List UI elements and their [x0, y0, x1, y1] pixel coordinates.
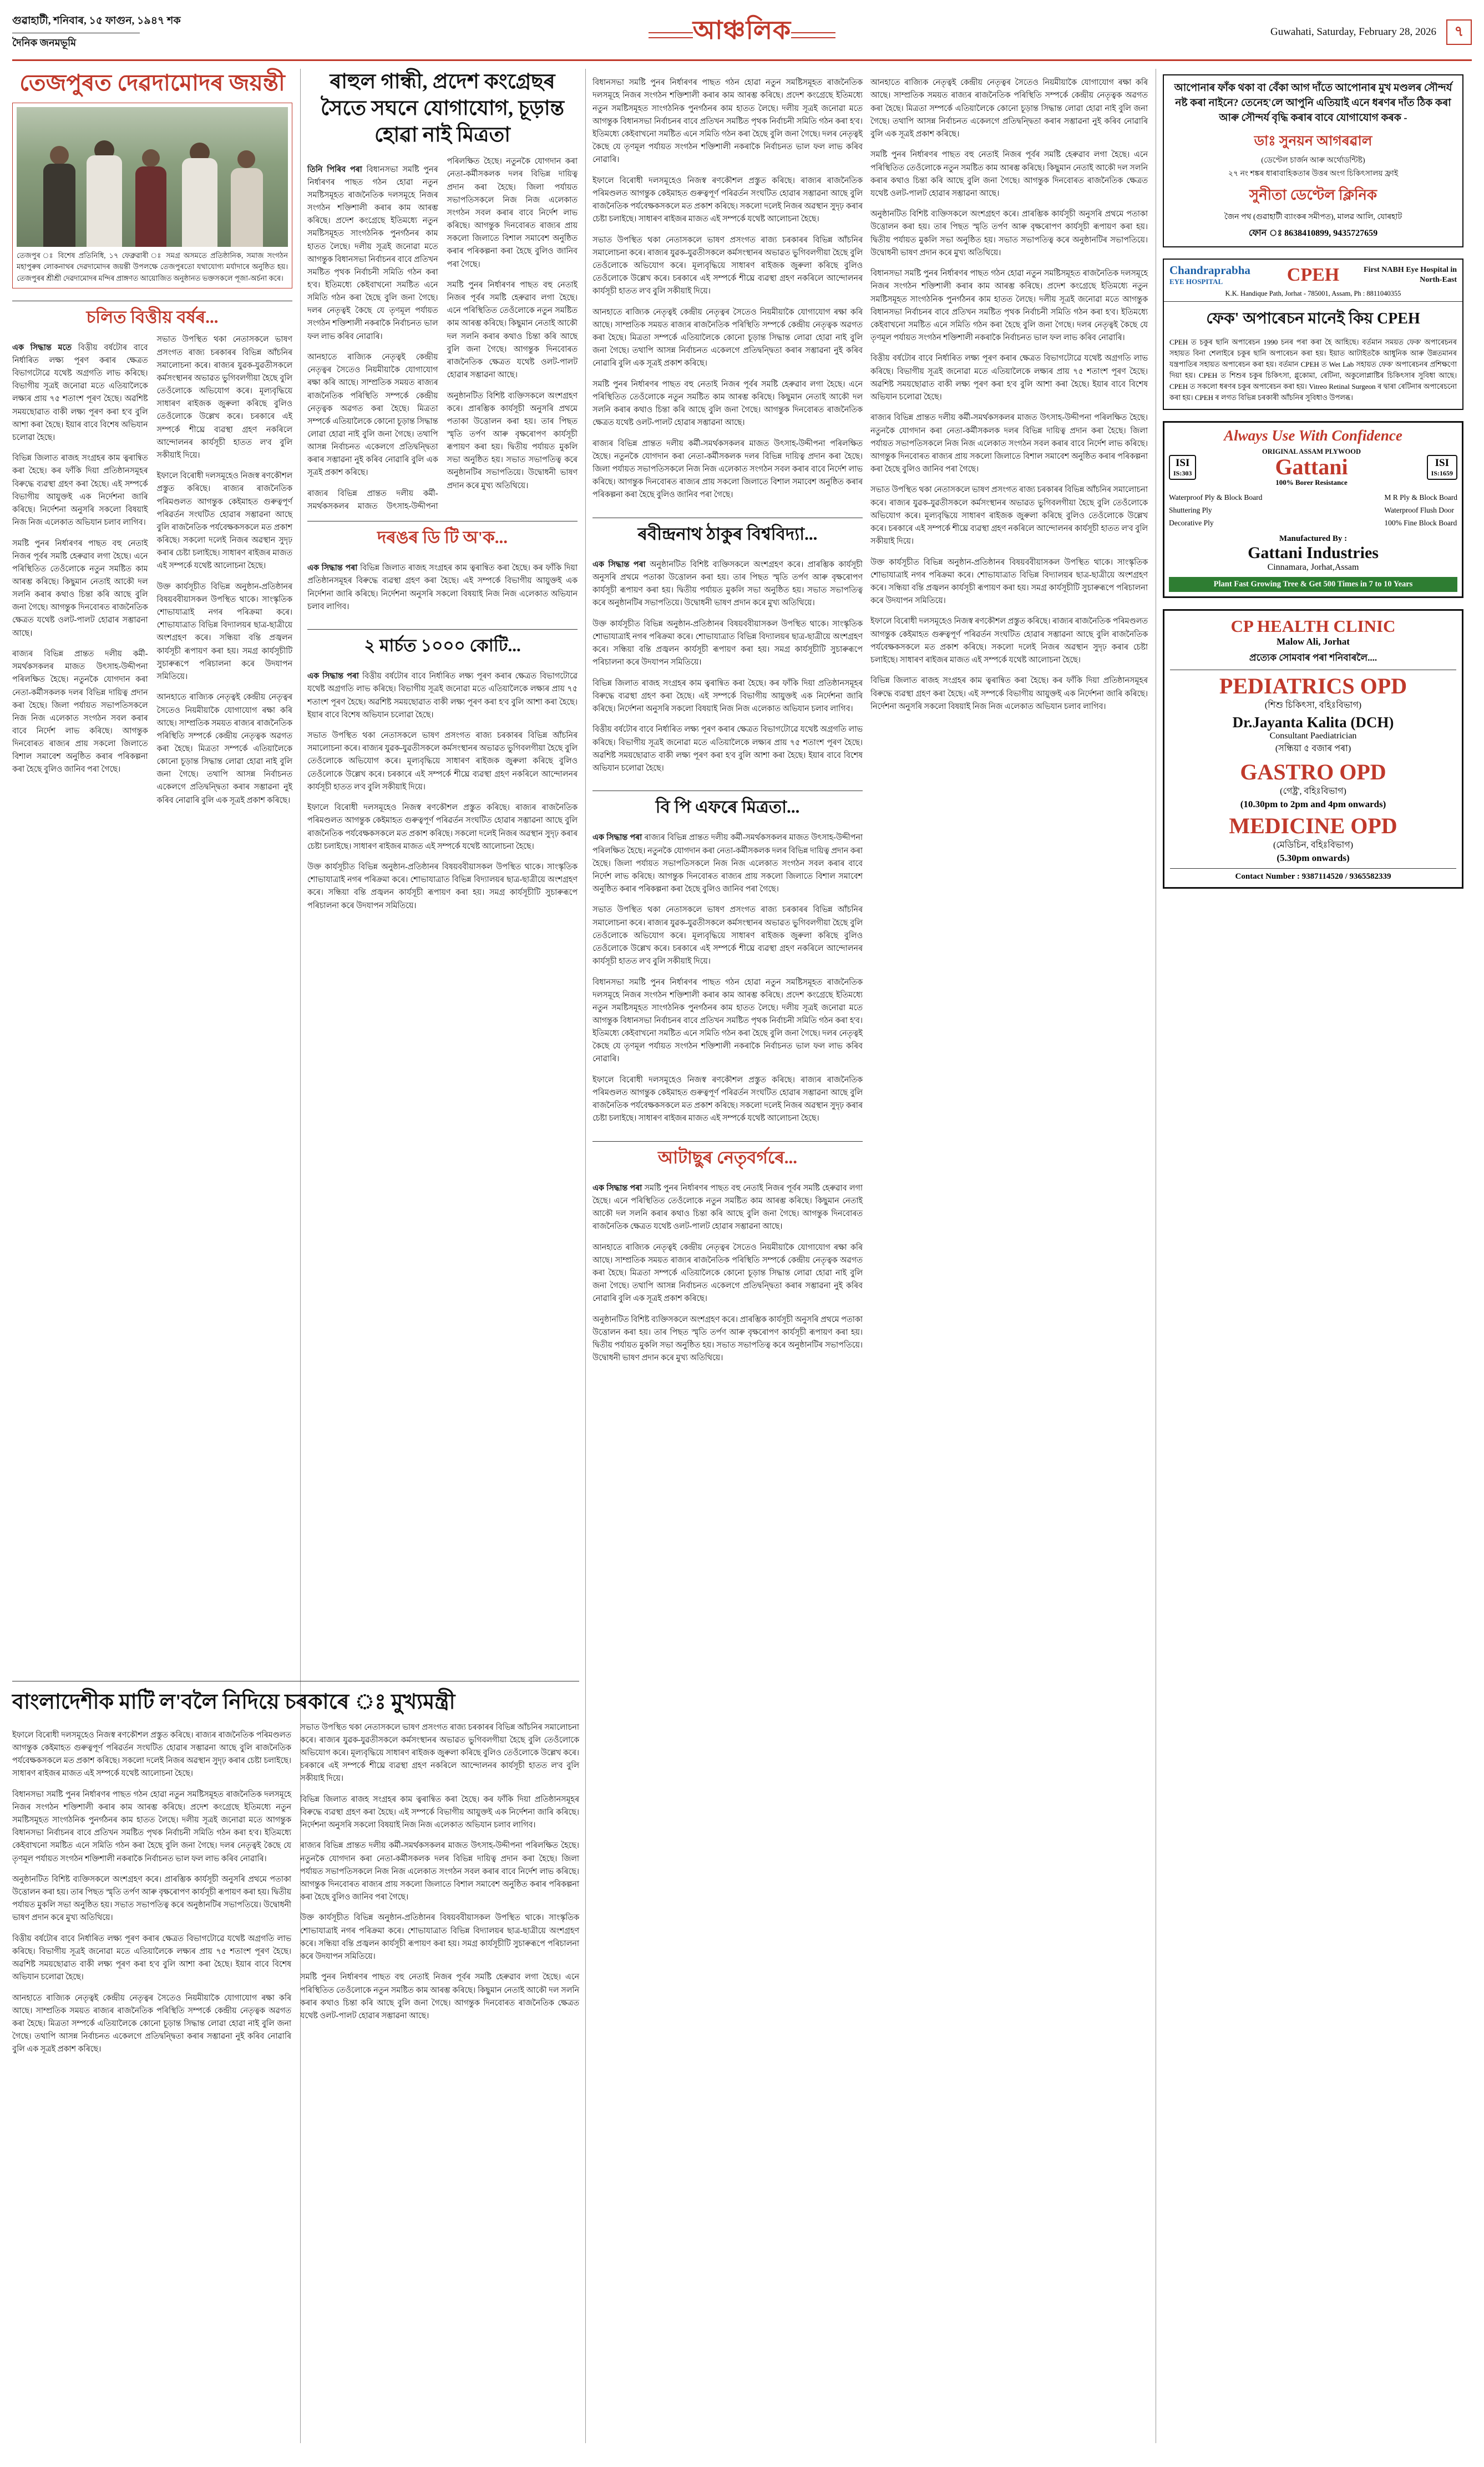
- col1-story2-lead: এক সিদ্ধান্ত মতে: [12, 343, 72, 352]
- para: ইফালে বিৰোধী দলসমূহেও নিজস্ব ৰণকৌশল প্ৰস্তুত কৰিছে। ৰাজ্যৰ ৰাজনৈতিক পৰিমণ্ডলত আগন্তুক কেইমাহত গুৰুত্বপূৰ্ণ পৰিৱৰ্তন সংঘটিত হোৱাৰ সম্ভাৱনা আছে বুলি ৰাজনৈতিক পৰ্যবেক্ষকসকলে মত প্ৰকাশ কৰিছে। সকলো দলেই নিজৰ অৱস্থান সুদৃঢ় কৰাৰ চেষ্টা চলাইছে। সাধাৰণ ৰাইজৰ মাজত এই সম্পৰ্কে যথেষ্ট আলোচনা হৈছে।: [592, 176, 863, 224]
- isi-mark-right: ISI IS:1659: [1427, 455, 1457, 480]
- masthead-date-assamese: গুৱাহাটী, শনিবাৰ, ১৫ ফাগুন, ১৯৪৭ শক: [12, 15, 181, 27]
- para: সভাত উপস্থিত থকা নেতাসকলে ভাষণ প্ৰসংগত ৰাজ্য চৰকাৰৰ বিভিন্ন আঁচনিৰ সমালোচনা কৰে। ৰাজ্যৰ যুৱক-যুৱতীসকলে কৰ্মসংস্থানৰ অভাৱত ভুগিবলগীয়া হৈছে বুলি তেওঁলোকে অভিযোগ কৰে। মূল্যবৃদ্ধিয়ে সাধাৰণ ৰাইজক জুৰুলা কৰিছে বুলিও তেওঁলোকে উল্লেখ কৰে। চৰকাৰে এই সম্পৰ্কে শীঘ্ৰে ব্যৱস্থা গ্ৰহণ নকৰিলে আন্দোলনৰ কাৰ্যসূচী হাতত ল'ব বুলি সকীয়াই দিয়ে।: [300, 1723, 579, 1784]
- para: সমষ্টি পুনৰ নিৰ্ধাৰণৰ পাছত বহু নেতাই নিজৰ পূৰ্বৰ সমষ্টি হেৰুৱাব লগা হৈছে। এনে পৰিস্থিতিত তেওঁলোকে নতুন সমষ্টিত কাম আৰম্ভ কৰিছে। কিছুমান নেতাই আকৌ দল সলনি কৰাৰ কথাও চিন্তা কৰি আছে বুলি জনা গৈছে। আগন্তুক দিনবোৰত ৰাজনৈতিক ক্ষেত্ৰত যথেষ্ট ওলট-পালট হোৱাৰ সম্ভাৱনা আছে।: [447, 280, 578, 380]
- para: সমষ্টি পুনৰ নিৰ্ধাৰণৰ পাছত বহু নেতাই নিজৰ পূৰ্বৰ সমষ্টি হেৰুৱাব লগা হৈছে। এনে পৰিস্থিতিত তেওঁলোকে নতুন সমষ্টিত কাম আৰম্ভ কৰিছে। কিছুমান নেতাই আকৌ দল সলনি কৰাৰ কথাও চিন্তা কৰি আছে বুলি জনা গৈছে। আগন্তুক দিনবোৰত ৰাজনৈতিক ক্ষেত্ৰত যথেষ্ট ওলট-পালট হোৱাৰ সম্ভাৱনা আছে।: [300, 1973, 579, 2020]
- col1-headline: তেজপুৰত দেৱদামোদৰ জয়ন্তী: [19, 70, 285, 95]
- para: অনুষ্ঠানটিত বিশিষ্ট ব্যক্তিসকলে অংশগ্ৰহণ কৰে। প্ৰাৰম্ভিক কাৰ্যসূচী অনুসৰি প্ৰথমে পতাকা উত্তোলন কৰা হয়। তাৰ পিছত স্মৃতি তৰ্পণ আৰু বৃক্ষৰোপণ কাৰ্যসূচী ৰূপায়ণ কৰা হয়। দ্বিতীয় পৰ্যায়ত মুকলি সভা অনুষ্ঠিত হয়। সভাত সভাপতিত্ব কৰে অনুষ্ঠানটিৰ সভাপতিয়ে। উদ্বোধনী ভাষণ প্ৰদান কৰে মুখ্য অতিথিয়ে।: [870, 210, 1148, 257]
- ad-clinic-dept-2-time: (10.30pm to 2pm and 4pm onwards): [1240, 799, 1386, 810]
- ad-eye-logo-sub: EYE HOSPITAL: [1169, 277, 1223, 286]
- ad-clinic-dept-3-time: (5.30pm onwards): [1277, 853, 1350, 864]
- para: উক্ত কাৰ্যসূচীত বিভিন্ন অনুষ্ঠান-প্ৰতিষ্ঠানৰ বিষয়ববীয়াসকল উপস্থিত থাকে। সাংস্কৃতিক শোভাযাত্ৰাই নগৰ পৰিক্ৰমা কৰে। শোভাযাত্ৰাত বিভিন্ন বিদ্যালয়ৰ ছাত্ৰ-ছাত্ৰীয়ে অংশগ্ৰহণ কৰে। সন্ধিয়া বন্তি প্ৰজ্বলন কাৰ্যসূচী ৰূপায়ণ কৰা হয়। সমগ্ৰ কাৰ্যসূচীটি সুচাৰুৰূপে পৰিচালনা কৰে উদযাপন সমিতিয়ে।: [307, 863, 578, 910]
- para: বিভিন্ন জিলাত ৰাজহ সংগ্ৰহৰ কাম ত্বৰান্বিত কৰা হৈছে। কৰ ফাঁকি দিয়া প্ৰতিষ্ঠানসমূহৰ বিৰুদ্ধে ব্যৱস্থা গ্ৰহণ কৰা হৈছে। এই সম্পৰ্কে বিভাগীয় আয়ুক্তই এক নিৰ্দেশনা জাৰি কৰিছে। নিৰ্দেশনা অনুসৰি সকলো বিষয়াই নিজ নিজ এলেকাত অভিযান চলাব লাগিব।: [592, 678, 863, 713]
- column-5-ads: [1156, 69, 1463, 2443]
- ad-clinic-dept-2: GASTRO OPD: [1240, 759, 1386, 785]
- masthead: [12, 10, 1472, 61]
- para: ৰাজ্যৰ বিভিন্ন প্ৰান্তত দলীয় কৰ্মী-সমৰ্থকসকলৰ মাজত উৎসাহ-উদ্দীপনা পৰিলক্ষিত হৈছে। নতুনকৈ যোগদান কৰা নেতা-কৰ্মীসকলক দলৰ বিভিন্ন দায়িত্ব প্ৰদান কৰা হৈছে। জিলা পৰ্যায়ত সভাপতিসকলে নিজ নিজ এলেকাত সংগঠন সবল কৰাৰ বাবে নিৰ্দেশ লাভ কৰিছে। আগন্তুক দিনবোৰত ৰাজ্যৰ প্ৰায় সকলো জিলাতে বিশাল সমাবেশ অনুষ্ঠিত কৰাৰ পৰিকল্পনা কৰা হৈছে বুলিও জানিব পৰা গৈছে।: [870, 413, 1148, 474]
- masthead-center: [245, 11, 1239, 53]
- para: বিধানসভা সমষ্টি পুনৰ নিৰ্ধাৰণৰ পাছত গঠন হোৱা নতুন সমষ্টিসমূহত ৰাজনৈতিক দলসমূহে নিজৰ সংগঠন শক্তিশালী কৰাৰ কাম আৰম্ভ কৰিছে। প্ৰদেশ কংগ্ৰেছে ইতিমধ্যে নতুন সমষ্টিসমূহত সাংগঠনিক পুনৰ্গঠনৰ কাম হাতত লৈছে। দলীয় সূত্ৰই জনোৱা মতে আগন্তুক বিধানসভা নিৰ্বাচনৰ বাবে প্ৰতিখন সমষ্টিত পৃথক নিৰ্বাচনী সমিতি গঠন কৰা হ'ব। ইতিমধ্যে কেইবাখনো সমষ্টিত এনে সমিতি গঠন কৰা হৈছে বুলি জনা গৈছে। দলৰ নেতৃত্বই কৈছে যে তৃণমূল পৰ্যায়ত সংগঠন শক্তিশালী নকৰাকৈ নিৰ্বাচনত ভাল ফল লাভ কৰিব নোৱাৰি।: [12, 1790, 291, 1863]
- para: সভাত উপস্থিত থকা নেতাসকলে ভাষণ প্ৰসংগত ৰাজ্য চৰকাৰৰ বিভিন্ন আঁচনিৰ সমালোচনা কৰে। ৰাজ্যৰ যুৱক-যুৱতীসকলে কৰ্মসংস্থানৰ অভাৱত ভুগিবলগীয়া হৈছে বুলি তেওঁলোকে অভিযোগ কৰে। মূল্যবৃদ্ধিয়ে সাধাৰণ ৰাইজক জুৰুলা কৰিছে বুলিও তেওঁলোকে উল্লেখ কৰে। চৰকাৰে এই সম্পৰ্কে শীঘ্ৰে ব্যৱস্থা গ্ৰহণ নকৰিলে আন্দোলনৰ কাৰ্যসূচী হাতত ল'ব বুলি সকীয়াই দিয়ে।: [307, 731, 578, 792]
- para: বিভিন্ন জিলাত ৰাজহ সংগ্ৰহৰ কাম ত্বৰান্বিত কৰা হৈছে। কৰ ফাঁকি দিয়া প্ৰতিষ্ঠানসমূহৰ বিৰুদ্ধে ব্যৱস্থা গ্ৰহণ কৰা হৈছে। এই সম্পৰ্কে বিভাগীয় আয়ুক্তই এক নিৰ্দেশনা জাৰি কৰিছে। নিৰ্দেশনা অনুসৰি সকলো বিষয়াই নিজ নিজ এলেকাত অভিযান চলাব লাগিব।: [300, 1795, 579, 1830]
- para: উক্ত কাৰ্যসূচীত বিভিন্ন অনুষ্ঠান-প্ৰতিষ্ঠানৰ বিষয়ববীয়াসকল উপস্থিত থাকে। সাংস্কৃতিক শোভাযাত্ৰাই নগৰ পৰিক্ৰমা কৰে। শোভাযাত্ৰাত বিভিন্ন বিদ্যালয়ৰ ছাত্ৰ-ছাত্ৰীয়ে অংশগ্ৰহণ কৰে। সন্ধিয়া বন্তি প্ৰজ্বলন কাৰ্যসূচী ৰূপায়ণ কৰা হয়। সমগ্ৰ কাৰ্যসূচীটি সুচাৰুৰূপে পৰিচালনা কৰে উদযাপন সমিতিয়ে।: [300, 1913, 579, 1961]
- col2-story3-body: [307, 662, 578, 920]
- para: ইফালে বিৰোধী দলসমূহেও নিজস্ব ৰণকৌশল প্ৰস্তুত কৰিছে। ৰাজ্যৰ ৰাজনৈতিক পৰিমণ্ডলত আগন্তুক কেইমাহত গুৰুত্বপূৰ্ণ পৰিৱৰ্তন সংঘটিত হোৱাৰ সম্ভাৱনা আছে বুলি ৰাজনৈতিক পৰ্যবেক্ষকসকলে মত প্ৰকাশ কৰিছে। সকলো দলেই নিজৰ অৱস্থান সুদৃঢ় কৰাৰ চেষ্টা চলাইছে। সাধাৰণ ৰাইজৰ মাজত এই সম্পৰ্কে যথেষ্ট আলোচনা হৈছে।: [592, 1075, 863, 1123]
- col3-story1-headline: ৰবীন্দ্ৰনাথ ঠাকুৰ বিশ্ববিদ্যা...: [592, 518, 863, 545]
- col1-story2-body: [12, 333, 292, 807]
- para: বিত্তীয় বৰ্ষটোৰ বাবে নিৰ্ধাৰিত লক্ষ্য পূৰণ কৰাৰ ক্ষেত্ৰত বিভাগটোৱে যথেষ্ট অগ্ৰগতি লাভ কৰিছে। বিভাগীয় সূত্ৰই জনোৱা মতে এতিয়ালৈকে লক্ষ্যৰ প্ৰায় ৭৫ শতাংশ পূৰণ হৈছে। অৱশিষ্ট সময়ছোৱাত বাকী লক্ষ্য পূৰণ কৰা হ'ব বুলি আশা কৰা হৈছে। ইয়াৰ বাবে বিশেষ অভিযান চলোৱা হৈছে।: [12, 343, 148, 442]
- masthead-subtitle: দৈনিক জনমভূমি: [12, 33, 140, 50]
- col4-top-body: [870, 69, 1148, 721]
- para: সভাত উপস্থিত থকা নেতাসকলে ভাষণ প্ৰসংগত ৰাজ্য চৰকাৰৰ বিভিন্ন আঁচনিৰ সমালোচনা কৰে। ৰাজ্যৰ যুৱক-যুৱতীসকলে কৰ্মসংস্থানৰ অভাৱত ভুগিবলগীয়া হৈছে বুলি তেওঁলোকে অভিযোগ কৰে। মূল্যবৃদ্ধিয়ে সাধাৰণ ৰাইজক জুৰুলা কৰিছে বুলিও তেওঁলোকে উল্লেখ কৰে। চৰকাৰে এই সম্পৰ্কে শীঘ্ৰে ব্যৱস্থা গ্ৰহণ নকৰিলে আন্দোলনৰ কাৰ্যসূচী হাতত ল'ব বুলি সকীয়াই দিয়ে।: [870, 485, 1148, 546]
- feature-item: Waterproof Flush Door: [1384, 506, 1454, 515]
- col3-story3-headline: আটাছুৰ নেতৃবৰ্গৰে...: [592, 1141, 863, 1169]
- ad-dental-phone[interactable]: ফোন ঃ 8638410899, 9435727659: [1248, 229, 1378, 239]
- isi-right-label: IS:1659: [1431, 469, 1453, 478]
- ad-plywood-brand: Gattani: [1275, 454, 1348, 480]
- para: অনুষ্ঠানটিত বিশিষ্ট ব্যক্তিসকলে অংশগ্ৰহণ কৰে। প্ৰাৰম্ভিক কাৰ্যসূচী অনুসৰি প্ৰথমে পতাকা উত্তোলন কৰা হয়। তাৰ পিছত স্মৃতি তৰ্পণ আৰু বৃক্ষৰোপণ কাৰ্যসূচী ৰূপায়ণ কৰা হয়। দ্বিতীয় পৰ্যায়ত মুকলি সভা অনুষ্ঠিত হয়। সভাত সভাপতিত্ব কৰে অনুষ্ঠানটিৰ সভাপতিয়ে। উদ্বোধনী ভাষণ প্ৰদান কৰে মুখ্য অতিথিয়ে।: [447, 391, 578, 490]
- para: সমষ্টি পুনৰ নিৰ্ধাৰণৰ পাছত বহু নেতাই নিজৰ পূৰ্বৰ সমষ্টি হেৰুৱাব লগা হৈছে। এনে পৰিস্থিতিত তেওঁলোকে নতুন সমষ্টিত কাম আৰম্ভ কৰিছে। কিছুমান নেতাই আকৌ দল সলনি কৰাৰ কথাও চিন্তা কৰি আছে বুলি জনা গৈছে। আগন্তুক দিনবোৰত ৰাজনৈতিক ক্ষেত্ৰত যথেষ্ট ওলট-পালট হোৱাৰ সম্ভাৱনা আছে।: [870, 150, 1148, 198]
- para: সভাত উপস্থিত থকা নেতাসকলে ভাষণ প্ৰসংগত ৰাজ্য চৰকাৰৰ বিভিন্ন আঁচনিৰ সমালোচনা কৰে। ৰাজ্যৰ যুৱক-যুৱতীসকলে কৰ্মসংস্থানৰ অভাৱত ভুগিবলগীয়া হৈছে বুলি তেওঁলোকে অভিযোগ কৰে। মূল্যবৃদ্ধিয়ে সাধাৰণ ৰাইজক জুৰুলা কৰিছে বুলিও তেওঁলোকে উল্লেখ কৰে। চৰকাৰে এই সম্পৰ্কে শীঘ্ৰে ব্যৱস্থা গ্ৰহণ নকৰিলে আন্দোলনৰ কাৰ্যসূচী হাতত ল'ব বুলি সকীয়াই দিয়ে।: [592, 905, 863, 966]
- para: আনহাতে ৰাজ্যিক নেতৃত্বই কেন্দ্ৰীয় নেতৃত্বৰ সৈতেও নিয়মীয়াকৈ যোগাযোগ ৰক্ষা কৰি আছে। সাম্প্ৰতিক সময়ত ৰাজ্যৰ ৰাজনৈতিক পৰিস্থিতি সম্পৰ্কে কেন্দ্ৰীয় নেতৃত্বক অৱগত কৰা হৈছে। মিত্ৰতা সম্পৰ্কে এতিয়ালৈকে কোনো চূড়ান্ত সিদ্ধান্ত লোৱা হোৱা নাই বুলি জনা গৈছে। তথাপি আসন্ন নিৰ্বাচনত একেলগে প্ৰতিদ্বন্দ্বিতা কৰাৰ সম্ভাৱনা নুই কৰিব নোৱাৰি বুলি এক সূত্ৰই প্ৰকাশ কৰিছে।: [592, 307, 863, 368]
- ad-dental-clinic-name: সুনীতা ডেণ্টেল ক্লিনিক: [1249, 187, 1377, 204]
- ad-cp-health-clinic[interactable]: [1163, 609, 1463, 889]
- photo-article: [12, 103, 292, 288]
- para: বিভিন্ন জিলাত ৰাজহ সংগ্ৰহৰ কাম ত্বৰান্বিত কৰা হৈছে। কৰ ফাঁকি দিয়া প্ৰতিষ্ঠানসমূহৰ বিৰুদ্ধে ব্যৱস্থা গ্ৰহণ কৰা হৈছে। এই সম্পৰ্কে বিভাগীয় আয়ুক্তই এক নিৰ্দেশনা জাৰি কৰিছে। নিৰ্দেশনা অনুসৰি সকলো বিষয়াই নিজ নিজ এলেকাত অভিযান চলাব লাগিব।: [12, 454, 148, 528]
- para: অনুষ্ঠানটিত বিশিষ্ট ব্যক্তিসকলে অংশগ্ৰহণ কৰে। প্ৰাৰম্ভিক কাৰ্যসূচী অনুসৰি প্ৰথমে পতাকা উত্তোলন কৰা হয়। তাৰ পিছত স্মৃতি তৰ্পণ আৰু বৃক্ষৰোপণ কাৰ্যসূচী ৰূপায়ণ কৰা হয়। দ্বিতীয় পৰ্যায়ত মুকলি সভা অনুষ্ঠিত হয়। সভাত সভাপতিত্ব কৰে অনুষ্ঠানটিৰ সভাপতিয়ে। উদ্বোধনী ভাষণ প্ৰদান কৰে মুখ্য অতিথিয়ে।: [12, 1875, 291, 1923]
- ad-plywood-brand-sub: 100% Borer Resistance: [1275, 478, 1348, 487]
- col3-story1-body: [592, 551, 863, 783]
- col1-story2-headline: চলিত বিত্তীয় বৰ্ষৰ...: [12, 301, 292, 328]
- ad-plywood-original: ORIGINAL ASSAM PLYWOOD: [1262, 448, 1361, 456]
- ad-clinic-location: Malow Ali, Jorhat: [1277, 636, 1350, 647]
- ad-dental-doctor-addr: ২৭ নং শঙ্কৰ ধাৰাবাহিকতাৰ উত্তৰ অংগ চিকিৎসালয় ফ্ৰাই: [1228, 170, 1399, 179]
- col3-story2-headline: বি পি এফৰে মিত্ৰতা...: [592, 791, 863, 818]
- ad-clinic-dept-2-sub: (গেষ্ট্ৰ', বহিঃবিভাগ): [1280, 787, 1346, 797]
- ad-plywood-badges: [1169, 448, 1457, 487]
- bottom-story-headline: বাংলাদেশীক মাটি ল'বলৈ নিদিয়ে চৰকাৰে ঃ মুখ্যমন্ত্ৰী: [12, 1690, 455, 1714]
- ad-eye-address: K.K. Handique Path, Jorhat - 785001, Assam, Ph : 8811040355: [1164, 288, 1462, 302]
- feature-item: Waterproof Ply & Block Board: [1169, 493, 1263, 502]
- para: অনুষ্ঠানটিত বিশিষ্ট ব্যক্তিসকলে অংশগ্ৰহণ কৰে। প্ৰাৰম্ভিক কাৰ্যসূচী অনুসৰি প্ৰথমে পতাকা উত্তোলন কৰা হয়। তাৰ পিছত স্মৃতি তৰ্পণ আৰু বৃক্ষৰোপণ কাৰ্যসূচী ৰূপায়ণ কৰা হয়। দ্বিতীয় পৰ্যায়ত মুকলি সভা অনুষ্ঠিত হয়। সভাত সভাপতিত্ব কৰে অনুষ্ঠানটিৰ সভাপতিয়ে। উদ্বোধনী ভাষণ প্ৰদান কৰে মুখ্য অতিথিয়ে।: [592, 1315, 863, 1363]
- ad-dental-doctor: ডাঃ সুনয়ন আগৰৱাল: [1254, 134, 1372, 149]
- ad-plywood-mfg-label: Manufactured By :: [1279, 534, 1348, 544]
- ad-eye-hospital[interactable]: [1163, 259, 1463, 410]
- feature-item: Shuttering Ply: [1169, 506, 1212, 515]
- para: সভাত উপস্থিত থকা নেতাসকলে ভাষণ প্ৰসংগত ৰাজ্য চৰকাৰৰ বিভিন্ন আঁচনিৰ সমালোচনা কৰে। ৰাজ্যৰ যুৱক-যুৱতীসকলে কৰ্মসংস্থানৰ অভাৱত ভুগিবলগীয়া হৈছে বুলি তেওঁলোকে অভিযোগ কৰে। মূল্যবৃদ্ধিয়ে সাধাৰণ ৰাইজক জুৰুলা কৰিছে বুলিও তেওঁলোকে উল্লেখ কৰে। চৰকাৰে এই সম্পৰ্কে শীঘ্ৰে ব্যৱস্থা গ্ৰহণ নকৰিলে আন্দোলনৰ কাৰ্যসূচী হাতত ল'ব বুলি সকীয়াই দিয়ে।: [156, 335, 292, 460]
- para: বিধানসভা সমষ্টি পুনৰ নিৰ্ধাৰণৰ পাছত গঠন হোৱা নতুন সমষ্টিসমূহত ৰাজনৈতিক দলসমূহে নিজৰ সংগঠন শক্তিশালী কৰাৰ কাম আৰম্ভ কৰিছে। প্ৰদেশ কংগ্ৰেছে ইতিমধ্যে নতুন সমষ্টিসমূহত সাংগঠনিক পুনৰ্গঠনৰ কাম হাতত লৈছে। দলীয় সূত্ৰই জনোৱা মতে আগন্তুক বিধানসভা নিৰ্বাচনৰ বাবে প্ৰতিখন সমষ্টিত পৃথক নিৰ্বাচনী সমিতি গঠন কৰা হ'ব। ইতিমধ্যে কেইবাখনো সমষ্টিত এনে সমিতি গঠন কৰা হৈছে বুলি জনা গৈছে। দলৰ নেতৃত্বই কৈছে যে তৃণমূল পৰ্যায়ত সংগঠন শক্তিশালী নকৰাকৈ নিৰ্বাচনত ভাল ফল লাভ কৰিব নোৱাৰি।: [307, 165, 438, 341]
- para: সমষ্টি পুনৰ নিৰ্ধাৰণৰ পাছত বহু নেতাই নিজৰ পূৰ্বৰ সমষ্টি হেৰুৱাব লগা হৈছে। এনে পৰিস্থিতিত তেওঁলোকে নতুন সমষ্টিত কাম আৰম্ভ কৰিছে। কিছুমান নেতাই আকৌ দল সলনি কৰাৰ কথাও চিন্তা কৰি আছে বুলি জনা গৈছে। আগন্তুক দিনবোৰত ৰাজনৈতিক ক্ষেত্ৰত যথেষ্ট ওলট-পালট হোৱাৰ সম্ভাৱনা আছে।: [592, 379, 863, 428]
- feature-item: 100% Fine Block Board: [1384, 519, 1457, 528]
- para: ৰাজ্যৰ বিভিন্ন প্ৰান্তত দলীয় কৰ্মী-সমৰ্থকসকলৰ মাজত উৎসাহ-উদ্দীপনা পৰিলক্ষিত হৈছে। নতুনকৈ যোগদান কৰা নেতা-কৰ্মীসকলক দলৰ বিভিন্ন দায়িত্ব প্ৰদান কৰা হৈছে। জিলা পৰ্যায়ত সভাপতিসকলে নিজ নিজ এলেকাত সংগঠন সবল কৰাৰ বাবে নিৰ্দেশ লাভ কৰিছে। আগন্তুক দিনবোৰত ৰাজ্যৰ প্ৰায় সকলো জিলাতে বিশাল সমাবেশ অনুষ্ঠিত কৰাৰ পৰিকল্পনা কৰা হৈছে বুলিও জানিব পৰা গৈছে।: [12, 650, 148, 774]
- newspaper-logo: আঞ্চলিক: [660, 11, 824, 53]
- ad-plywood-company: Gattani Industries: [1248, 544, 1379, 563]
- masthead-date-english: Guwahati, Saturday, February 28, 2026: [1270, 26, 1436, 38]
- ad-plywood-headline: Always Use With Confidence: [1224, 427, 1402, 444]
- col3-story2-lead: এক সিদ্ধান্ত পৰা: [592, 833, 642, 843]
- col2-story2-headline: দৰঙৰ ডি টি অ'ক...: [307, 521, 578, 549]
- para: বিধানসভা সমষ্টি পুনৰ নিৰ্ধাৰণৰ পাছত গঠন হোৱা নতুন সমষ্টিসমূহত ৰাজনৈতিক দলসমূহে নিজৰ সংগঠন শক্তিশালী কৰাৰ কাম আৰম্ভ কৰিছে। প্ৰদেশ কংগ্ৰেছে ইতিমধ্যে নতুন সমষ্টিসমূহত সাংগঠনিক পুনৰ্গঠনৰ কাম হাতত লৈছে। দলীয় সূত্ৰই জনোৱা মতে আগন্তুক বিধানসভা নিৰ্বাচনৰ বাবে প্ৰতিখন সমষ্টিত পৃথক নিৰ্বাচনী সমিতি গঠন কৰা হ'ব। ইতিমধ্যে কেইবাখনো সমষ্টিত এনে সমিতি গঠন কৰা হৈছে বুলি জনা গৈছে। দলৰ নেতৃত্বই কৈছে যে তৃণমূল পৰ্যায়ত সংগঠন শক্তিশালী নকৰাকৈ নিৰ্বাচনত ভাল ফল লাভ কৰিব নোৱাৰি।: [870, 269, 1148, 342]
- para: ইফালে বিৰোধী দলসমূহেও নিজস্ব ৰণকৌশল প্ৰস্তুত কৰিছে। ৰাজ্যৰ ৰাজনৈতিক পৰিমণ্ডলত আগন্তুক কেইমাহত গুৰুত্বপূৰ্ণ পৰিৱৰ্তন সংঘটিত হোৱাৰ সম্ভাৱনা আছে বুলি ৰাজনৈতিক পৰ্যবেক্ষকসকলে মত প্ৰকাশ কৰিছে। সকলো দলেই নিজৰ অৱস্থান সুদৃঢ় কৰাৰ চেষ্টা চলাইছে। সাধাৰণ ৰাইজৰ মাজত এই সম্পৰ্কে যথেষ্ট আলোচনা হৈছে।: [307, 803, 578, 851]
- isi-left-label: IS:303: [1173, 469, 1192, 478]
- bottom-story-body: [12, 1721, 579, 2431]
- masthead-left: [12, 13, 245, 50]
- para: ইফালে বিৰোধী দলসমূহেও নিজস্ব ৰণকৌশল প্ৰস্তুত কৰিছে। ৰাজ্যৰ ৰাজনৈতিক পৰিমণ্ডলত আগন্তুক কেইমাহত গুৰুত্বপূৰ্ণ পৰিৱৰ্তন সংঘটিত হোৱাৰ সম্ভাৱনা আছে বুলি ৰাজনৈতিক পৰ্যবেক্ষকসকলে মত প্ৰকাশ কৰিছে। সকলো দলেই নিজৰ অৱস্থান সুদৃঢ় কৰাৰ চেষ্টা চলাইছে। সাধাৰণ ৰাইজৰ মাজত এই সম্পৰ্কে যথেষ্ট আলোচনা হৈছে।: [156, 472, 292, 571]
- para: অনুষ্ঠানটিত বিশিষ্ট ব্যক্তিসকলে অংশগ্ৰহণ কৰে। প্ৰাৰম্ভিক কাৰ্যসূচী অনুসৰি প্ৰথমে পতাকা উত্তোলন কৰা হয়। তাৰ পিছত স্মৃতি তৰ্পণ আৰু বৃক্ষৰোপণ কাৰ্যসূচী ৰূপায়ণ কৰা হয়। দ্বিতীয় পৰ্যায়ত মুকলি সভা অনুষ্ঠিত হয়। সভাত সভাপতিত্ব কৰে অনুষ্ঠানটিৰ সভাপতিয়ে। উদ্বোধনী ভাষণ প্ৰদান কৰে মুখ্য অতিথিয়ে।: [592, 560, 863, 608]
- para: ৰাজ্যৰ বিভিন্ন প্ৰান্তত দলীয় কৰ্মী-সমৰ্থকসকলৰ মাজত উৎসাহ-উদ্দীপনা পৰিলক্ষিত হৈছে। নতুনকৈ যোগদান কৰা নেতা-কৰ্মীসকলক দলৰ বিভিন্ন দায়িত্ব প্ৰদান কৰা হৈছে। জিলা পৰ্যায়ত সভাপতিসকলে নিজ নিজ এলেকাত সংগঠন সবল কৰাৰ বাবে নিৰ্দেশ লাভ কৰিছে। আগন্তুক দিনবোৰত ৰাজ্যৰ প্ৰায় সকলো জিলাতে বিশাল সমাবেশ অনুষ্ঠিত কৰাৰ পৰিকল্পনা কৰা হৈছে বুলিও জানিব পৰা গৈছে।: [592, 439, 863, 500]
- photo-caption: তেজপুৰ ঃ বিশেষ প্ৰতিনিধি, ১৭ ফেব্ৰুৱাৰী ঃ সমগ্ৰ অসমতে প্ৰতিষ্ঠানিক, সমাজ সংগঠন মহাপুৰুষ লোকনাথৰ দেৱদামোদৰ জয়ন্তী উপলক্ষে তেজপুৰতো যথাযোগ্য মৰ্যাদাৰে অনুষ্ঠিত হয়। তেজপুৰৰ শ্ৰীশ্ৰী দেৱদামোদৰ মন্দিৰ প্ৰাঙ্গণত আয়োজিত অনুষ্ঠানত ভক্তসকলে পূজা-অৰ্চনা কৰে।: [17, 251, 288, 282]
- ad-clinic-dept-3-sub: (মেডিচিন, বহিঃবিভাগ): [1273, 840, 1354, 850]
- para: আনহাতে ৰাজ্যিক নেতৃত্বই কেন্দ্ৰীয় নেতৃত্বৰ সৈতেও নিয়মীয়াকৈ যোগাযোগ ৰক্ষা কৰি আছে। সাম্প্ৰতিক সময়ত ৰাজ্যৰ ৰাজনৈতিক পৰিস্থিতি সম্পৰ্কে কেন্দ্ৰীয় নেতৃত্বক অৱগত কৰা হৈছে। মিত্ৰতা সম্পৰ্কে এতিয়ালৈকে কোনো চূড়ান্ত সিদ্ধান্ত লোৱা হোৱা নাই বুলি জনা গৈছে। তথাপি আসন্ন নিৰ্বাচনত একেলগে প্ৰতিদ্বন্দ্বিতা কৰাৰ সম্ভাৱনা নুই কৰিব নোৱাৰি বুলি এক সূত্ৰই প্ৰকাশ কৰিছে।: [870, 78, 1148, 139]
- lead-story-body: [307, 155, 578, 513]
- para: ৰাজ্যৰ বিভিন্ন প্ৰান্তত দলীয় কৰ্মী-সমৰ্থকসকলৰ মাজত উৎসাহ-উদ্দীপনা পৰিলক্ষিত হৈছে। নতুনকৈ যোগদান কৰা নেতা-কৰ্মীসকলক দলৰ বিভিন্ন দায়িত্ব প্ৰদান কৰা হৈছে। জিলা পৰ্যায়ত সভাপতিসকলে নিজ নিজ এলেকাত সংগঠন সবল কৰাৰ বাবে নিৰ্দেশ লাভ কৰিছে। আগন্তুক দিনবোৰত ৰাজ্যৰ প্ৰায় সকলো জিলাতে বিশাল সমাবেশ অনুষ্ঠিত কৰাৰ পৰিকল্পনা কৰা হৈছে বুলিও জানিব পৰা গৈছে।: [592, 833, 863, 894]
- para: সভাত উপস্থিত থকা নেতাসকলে ভাষণ প্ৰসংগত ৰাজ্য চৰকাৰৰ বিভিন্ন আঁচনিৰ সমালোচনা কৰে। ৰাজ্যৰ যুৱক-যুৱতীসকলে কৰ্মসংস্থানৰ অভাৱত ভুগিবলগীয়া হৈছে বুলি তেওঁলোকে অভিযোগ কৰে। মূল্যবৃদ্ধিয়ে সাধাৰণ ৰাইজক জুৰুলা কৰিছে বুলিও তেওঁলোকে উল্লেখ কৰে। চৰকাৰে এই সম্পৰ্কে শীঘ্ৰে ব্যৱস্থা গ্ৰহণ নকৰিলে আন্দোলনৰ কাৰ্যসূচী হাতত ল'ব বুলি সকীয়াই দিয়ে।: [592, 235, 863, 296]
- col3-story2-body: [592, 824, 863, 1133]
- ad-clinic-contact[interactable]: Contact Number : 9387114520 / 9365582339: [1170, 868, 1456, 882]
- ad-eye-logo: Chandraprabha: [1169, 264, 1250, 277]
- page-number: ৭: [1446, 19, 1472, 45]
- ad-clinic-name: CP HEALTH CLINIC: [1230, 616, 1396, 636]
- para: ৰাজ্যৰ বিভিন্ন প্ৰান্তত দলীয় কৰ্মী-সমৰ্থকসকলৰ মাজত উৎসাহ-উদ্দীপনা পৰিলক্ষিত হৈছে। নতুনকৈ যোগদান কৰা নেতা-কৰ্মীসকলক দলৰ বিভিন্ন দায়িত্ব প্ৰদান কৰা হৈছে। জিলা পৰ্যায়ত সভাপতিসকলে নিজ নিজ এলেকাত সংগঠন সবল কৰাৰ বাবে নিৰ্দেশ লাভ কৰিছে। আগন্তুক দিনবোৰত ৰাজ্যৰ প্ৰায় সকলো জিলাতে বিশাল সমাবেশ অনুষ্ঠিত কৰাৰ পৰিকল্পনা কৰা হৈছে বুলিও জানিব পৰা গৈছে।: [307, 157, 578, 511]
- bottom-wide-story: [12, 1675, 579, 2431]
- para: সমষ্টি পুনৰ নিৰ্ধাৰণৰ পাছত বহু নেতাই নিজৰ পূৰ্বৰ সমষ্টি হেৰুৱাব লগা হৈছে। এনে পৰিস্থিতিত তেওঁলোকে নতুন সমষ্টিত কাম আৰম্ভ কৰিছে। কিছুমান নেতাই আকৌ দল সলনি কৰাৰ কথাও চিন্তা কৰি আছে বুলি জনা গৈছে। আগন্তুক দিনবোৰত ৰাজনৈতিক ক্ষেত্ৰত যথেষ্ট ওলট-পালট হোৱাৰ সম্ভাৱনা আছে।: [12, 539, 148, 638]
- col2-story2-body: [307, 554, 578, 621]
- ad-plywood-footer: Plant Fast Growing Tree & Get 500 Times in 7 to 10 Years: [1169, 577, 1457, 592]
- feature-item: Decorative Ply: [1169, 519, 1214, 528]
- para: আনহাতে ৰাজ্যিক নেতৃত্বই কেন্দ্ৰীয় নেতৃত্বৰ সৈতেও নিয়মীয়াকৈ যোগাযোগ ৰক্ষা কৰি আছে। সাম্প্ৰতিক সময়ত ৰাজ্যৰ ৰাজনৈতিক পৰিস্থিতি সম্পৰ্কে কেন্দ্ৰীয় নেতৃত্বক অৱগত কৰা হৈছে। মিত্ৰতা সম্পৰ্কে এতিয়ালৈকে কোনো চূড়ান্ত সিদ্ধান্ত লোৱা হোৱা নাই বুলি জনা গৈছে। তথাপি আসন্ন নিৰ্বাচনত একেলগে প্ৰতিদ্বন্দ্বিতা কৰাৰ সম্ভাৱনা নুই কৰিব নোৱাৰি বুলি এক সূত্ৰই প্ৰকাশ কৰিছে।: [307, 353, 438, 478]
- para: আনহাতে ৰাজ্যিক নেতৃত্বই কেন্দ্ৰীয় নেতৃত্বৰ সৈতেও নিয়মীয়াকৈ যোগাযোগ ৰক্ষা কৰি আছে। সাম্প্ৰতিক সময়ত ৰাজ্যৰ ৰাজনৈতিক পৰিস্থিতি সম্পৰ্কে কেন্দ্ৰীয় নেতৃত্বক অৱগত কৰা হৈছে। মিত্ৰতা সম্পৰ্কে এতিয়ালৈকে কোনো চূড়ান্ত সিদ্ধান্ত লোৱা হোৱা নাই বুলি জনা গৈছে। তথাপি আসন্ন নিৰ্বাচনত একেলগে প্ৰতিদ্বন্দ্বিতা কৰাৰ সম্ভাৱনা নুই কৰিব নোৱাৰি বুলি এক সূত্ৰই প্ৰকাশ কৰিছে।: [12, 1993, 291, 2054]
- ad-eye-banner: ফেক' অপাৰেচন মানেই কিয় CPEH: [1206, 310, 1420, 327]
- photo-image: [17, 107, 288, 247]
- para: আনহাতে ৰাজ্যিক নেতৃত্বই কেন্দ্ৰীয় নেতৃত্বৰ সৈতেও নিয়মীয়াকৈ যোগাযোগ ৰক্ষা কৰি আছে। সাম্প্ৰতিক সময়ত ৰাজ্যৰ ৰাজনৈতিক পৰিস্থিতি সম্পৰ্কে কেন্দ্ৰীয় নেতৃত্বক অৱগত কৰা হৈছে। মিত্ৰতা সম্পৰ্কে এতিয়ালৈকে কোনো চূড়ান্ত সিদ্ধান্ত লোৱা হোৱা নাই বুলি জনা গৈছে। তথাপি আসন্ন নিৰ্বাচনত একেলগে প্ৰতিদ্বন্দ্বিতা কৰাৰ সম্ভাৱনা নুই কৰিব নোৱাৰি বুলি এক সূত্ৰই প্ৰকাশ কৰিছে।: [592, 1243, 863, 1304]
- para: বিধানসভা সমষ্টি পুনৰ নিৰ্ধাৰণৰ পাছত গঠন হোৱা নতুন সমষ্টিসমূহত ৰাজনৈতিক দলসমূহে নিজৰ সংগঠন শক্তিশালী কৰাৰ কাম আৰম্ভ কৰিছে। প্ৰদেশ কংগ্ৰেছে ইতিমধ্যে নতুন সমষ্টিসমূহত সাংগঠনিক পুনৰ্গঠনৰ কাম হাতত লৈছে। দলীয় সূত্ৰই জনোৱা মতে আগন্তুক বিধানসভা নিৰ্বাচনৰ বাবে প্ৰতিখন সমষ্টিত পৃথক নিৰ্বাচনী সমিতি গঠন কৰা হ'ব। ইতিমধ্যে কেইবাখনো সমষ্টিত এনে সমিতি গঠন কৰা হৈছে বুলি জনা গৈছে। দলৰ নেতৃত্বই কৈছে যে তৃণমূল পৰ্যায়ত সংগঠন শক্তিশালী নকৰাকৈ নিৰ্বাচনত ভাল ফল লাভ কৰিব নোৱাৰি।: [592, 78, 863, 165]
- para: উক্ত কাৰ্যসূচীত বিভিন্ন অনুষ্ঠান-প্ৰতিষ্ঠানৰ বিষয়ববীয়াসকল উপস্থিত থাকে। সাংস্কৃতিক শোভাযাত্ৰাই নগৰ পৰিক্ৰমা কৰে। শোভাযাত্ৰাত বিভিন্ন বিদ্যালয়ৰ ছাত্ৰ-ছাত্ৰীয়ে অংশগ্ৰহণ কৰে। সন্ধিয়া বন্তি প্ৰজ্বলন কাৰ্যসূচী ৰূপায়ণ কৰা হয়। সমগ্ৰ কাৰ্যসূচীটি সুচাৰুৰূপে পৰিচালনা কৰে উদযাপন সমিতিয়ে।: [592, 619, 863, 667]
- col2-story3-headline: ২ মাৰ্চত ১০০০ কোটি...: [307, 629, 578, 657]
- ad-dental-headline: আপোনাৰ ফাঁক থকা বা বেঁকা আগ দাঁতে আপোনাৰ মুখ মণ্ডলৰ সৌন্দৰ্য নষ্ট কৰা নাইনে? তেনেহ'লে আপুনি এতিয়াই এনে ধৰণৰ দাঁত ঠিক কৰা আৰু সৌন্দৰ্য বৃদ্ধি কৰাৰ বাবে যোগাযোগ কৰক -: [1174, 83, 1452, 124]
- para: বিত্তীয় বৰ্ষটোৰ বাবে নিৰ্ধাৰিত লক্ষ্য পূৰণ কৰাৰ ক্ষেত্ৰত বিভাগটোৱে যথেষ্ট অগ্ৰগতি লাভ কৰিছে। বিভাগীয় সূত্ৰই জনোৱা মতে এতিয়ালৈকে লক্ষ্যৰ প্ৰায় ৭৫ শতাংশ পূৰণ হৈছে। অৱশিষ্ট সময়ছোৱাত বাকী লক্ষ্য পূৰণ কৰা হ'ব বুলি আশা কৰা হৈছে। ইয়াৰ বাবে বিশেষ অভিযান চলোৱা হৈছে।: [870, 354, 1148, 402]
- ad-eye-header: [1164, 260, 1462, 288]
- para: ইফালে বিৰোধী দলসমূহেও নিজস্ব ৰণকৌশল প্ৰস্তুত কৰিছে। ৰাজ্যৰ ৰাজনৈতিক পৰিমণ্ডলত আগন্তুক কেইমাহত গুৰুত্বপূৰ্ণ পৰিৱৰ্তন সংঘটিত হোৱাৰ সম্ভাৱনা আছে বুলি ৰাজনৈতিক পৰ্যবেক্ষকসকলে মত প্ৰকাশ কৰিছে। সকলো দলেই নিজৰ অৱস্থান সুদৃঢ় কৰাৰ চেষ্টা চলাইছে। সাধাৰণ ৰাইজৰ মাজত এই সম্পৰ্কে যথেষ্ট আলোচনা হৈছে।: [870, 617, 1148, 665]
- ad-plywood-location: Cinnamara, Jorhat,Assam: [1267, 563, 1359, 573]
- para: বিভিন্ন জিলাত ৰাজহ সংগ্ৰহৰ কাম ত্বৰান্বিত কৰা হৈছে। কৰ ফাঁকি দিয়া প্ৰতিষ্ঠানসমূহৰ বিৰুদ্ধে ব্যৱস্থা গ্ৰহণ কৰা হৈছে। এই সম্পৰ্কে বিভাগীয় আয়ুক্তই এক নিৰ্দেশনা জাৰি কৰিছে। নিৰ্দেশনা অনুসৰি সকলো বিষয়াই নিজ নিজ এলেকাত অভিযান চলাব লাগিব।: [870, 676, 1148, 711]
- para: বিত্তীয় বৰ্ষটোৰ বাবে নিৰ্ধাৰিত লক্ষ্য পূৰণ কৰাৰ ক্ষেত্ৰত বিভাগটোৱে যথেষ্ট অগ্ৰগতি লাভ কৰিছে। বিভাগীয় সূত্ৰই জনোৱা মতে এতিয়ালৈকে লক্ষ্যৰ প্ৰায় ৭৫ শতাংশ পূৰণ হৈছে। অৱশিষ্ট সময়ছোৱাত বাকী লক্ষ্য পূৰণ কৰা হ'ব বুলি আশা কৰা হৈছে। ইয়াৰ বাবে বিশেষ অভিযান চলোৱা হৈছে।: [12, 1934, 291, 1982]
- lead-byline: তিনি পিৰিব পৰা: [307, 165, 362, 174]
- ad-dental-clinic[interactable]: [1163, 74, 1463, 247]
- ad-dental-address: জৈন পথ (গুৱাহাটী ব্যাংকৰ সমীপত), মালৱ আলি, যোৰহাট: [1224, 213, 1402, 222]
- para: ইফালে বিৰোধী দলসমূহেও নিজস্ব ৰণকৌশল প্ৰস্তুত কৰিছে। ৰাজ্যৰ ৰাজনৈতিক পৰিমণ্ডলত আগন্তুক কেইমাহত গুৰুত্বপূৰ্ণ পৰিৱৰ্তন সংঘটিত হোৱাৰ সম্ভাৱনা আছে বুলি ৰাজনৈতিক পৰ্যবেক্ষকসকলে মত প্ৰকাশ কৰিছে। সকলো দলেই নিজৰ অৱস্থান সুদৃঢ় কৰাৰ চেষ্টা চলাইছে। সাধাৰণ ৰাইজৰ মাজত এই সম্পৰ্কে যথেষ্ট আলোচনা হৈছে।: [12, 1730, 291, 1779]
- ad-plywood-features: [1169, 492, 1457, 530]
- isi-mark-left: ISI IS:303: [1169, 455, 1196, 480]
- column-4: [870, 69, 1148, 2443]
- ad-clinic-doctor-sub: Consultant Paediatrician: [1269, 731, 1357, 741]
- para: আনহাতে ৰাজ্যিক নেতৃত্বই কেন্দ্ৰীয় নেতৃত্বৰ সৈতেও নিয়মীয়াকৈ যোগাযোগ ৰক্ষা কৰি আছে। সাম্প্ৰতিক সময়ত ৰাজ্যৰ ৰাজনৈতিক পৰিস্থিতি সম্পৰ্কে কেন্দ্ৰীয় নেতৃত্বক অৱগত কৰা হৈছে। মিত্ৰতা সম্পৰ্কে এতিয়ালৈকে কোনো চূড়ান্ত সিদ্ধান্ত লোৱা হোৱা নাই বুলি জনা গৈছে। তথাপি আসন্ন নিৰ্বাচনত একেলগে প্ৰতিদ্বন্দ্বিতা কৰাৰ সম্ভাৱনা নুই কৰিব নোৱাৰি বুলি এক সূত্ৰই প্ৰকাশ কৰিছে।: [156, 693, 292, 805]
- para: উক্ত কাৰ্যসূচীত বিভিন্ন অনুষ্ঠান-প্ৰতিষ্ঠানৰ বিষয়ববীয়াসকল উপস্থিত থাকে। সাংস্কৃতিক শোভাযাত্ৰাই নগৰ পৰিক্ৰমা কৰে। শোভাযাত্ৰাত বিভিন্ন বিদ্যালয়ৰ ছাত্ৰ-ছাত্ৰীয়ে অংশগ্ৰহণ কৰে। সন্ধিয়া বন্তি প্ৰজ্বলন কাৰ্যসূচী ৰূপায়ণ কৰা হয়। সমগ্ৰ কাৰ্যসূচীটি সুচাৰুৰূপে পৰিচালনা কৰে উদযাপন সমিতিয়ে।: [156, 582, 292, 681]
- feature-item: M R Ply & Block Board: [1384, 493, 1457, 502]
- col3-story1-lead: এক সিদ্ধান্ত পৰা: [592, 560, 646, 569]
- ad-clinic-dept-1-sub: (শিশু চিকিৎসা, বহিঃবিভাগ): [1264, 701, 1362, 711]
- para: বিত্তীয় বৰ্ষটোৰ বাবে নিৰ্ধাৰিত লক্ষ্য পূৰণ কৰাৰ ক্ষেত্ৰত বিভাগটোৱে যথেষ্ট অগ্ৰগতি লাভ কৰিছে। বিভাগীয় সূত্ৰই জনোৱা মতে এতিয়ালৈকে লক্ষ্যৰ প্ৰায় ৭৫ শতাংশ পূৰণ হৈছে। অৱশিষ্ট সময়ছোৱাত বাকী লক্ষ্য পূৰণ কৰা হ'ব বুলি আশা কৰা হৈছে। ইয়াৰ বাবে বিশেষ অভিযান চলোৱা হৈছে।: [592, 725, 863, 773]
- col3-story3-body: [592, 1174, 863, 1373]
- col3-top-body: [592, 69, 863, 510]
- para: বিধানসভা সমষ্টি পুনৰ নিৰ্ধাৰণৰ পাছত গঠন হোৱা নতুন সমষ্টিসমূহত ৰাজনৈতিক দলসমূহে নিজৰ সংগঠন শক্তিশালী কৰাৰ কাম আৰম্ভ কৰিছে। প্ৰদেশ কংগ্ৰেছে ইতিমধ্যে নতুন সমষ্টিসমূহত সাংগঠনিক পুনৰ্গঠনৰ কাম হাতত লৈছে। দলীয় সূত্ৰই জনোৱা মতে আগন্তুক বিধানসভা নিৰ্বাচনৰ বাবে প্ৰতিখন সমষ্টিত পৃথক নিৰ্বাচনী সমিতি গঠন কৰা হ'ব। ইতিমধ্যে কেইবাখনো সমষ্টিত এনে সমিতি গঠন কৰা হৈছে বুলি জনা গৈছে। দলৰ নেতৃত্বই কৈছে যে তৃণমূল পৰ্যায়ত সংগঠন শক্তিশালী নকৰাকৈ নিৰ্বাচনত ভাল ফল লাভ কৰিব নোৱাৰি।: [592, 977, 863, 1064]
- ad-eye-brand: CPEH: [1287, 264, 1340, 285]
- ad-clinic-doctor: Dr.Jayanta Kalita (DCH): [1232, 714, 1394, 731]
- lead-headline: ৰাহুল গান্ধী, প্ৰদেশ কংগ্ৰেছৰ সৈতে সঘনে যোগাযোগ, চূড়ান্ত হোৱা নাই মিত্ৰতা: [320, 70, 565, 147]
- ad-plywood[interactable]: [1163, 421, 1463, 598]
- para: সমষ্টি পুনৰ নিৰ্ধাৰণৰ পাছত বহু নেতাই নিজৰ পূৰ্বৰ সমষ্টি হেৰুৱাব লগা হৈছে। এনে পৰিস্থিতিত তেওঁলোকে নতুন সমষ্টিত কাম আৰম্ভ কৰিছে। কিছুমান নেতাই আকৌ দল সলনি কৰাৰ কথাও চিন্তা কৰি আছে বুলি জনা গৈছে। আগন্তুক দিনবোৰত ৰাজনৈতিক ক্ষেত্ৰত যথেষ্ট ওলট-পালট হোৱাৰ সম্ভাৱনা আছে।: [592, 1183, 863, 1232]
- ad-eye-body: CPEH ত চকুৰ ছানি অপাৰেচন 1990 চনৰ পৰা কৰা হৈ আহিছে। বৰ্তমান সময়ত ফেক' অপাৰেচনৰ সহায়ত বিনা শেলাইৰে চকুৰ ছানি অপাৰেচন কৰা হয়। ইয়াত আটাইতকৈ আধুনিক আৰু উন্নতমানৰ যন্ত্ৰপাতিৰ সহায়ত অপাৰেচন কৰা হয়। বৰ্তমান CPEH ত Wet Lab সহায়ত ফেক' অপাৰেচনৰ প্ৰশিক্ষণো দিয়া হয়। CPEH ত শিশুৰ চকুৰ চিকিৎসা, গ্লুকোমা, ৰেটিনা, অকুলোপ্লাষ্টিৰ চিকিৎসাৰ সুবিধা আছে। CPEH ত সকলো ধৰণৰ চকুৰ অপাৰেচন কৰা হয়। Vitreo Retinal Surgeon ৰ দ্বাৰা ৰেটিনাৰ অপাৰেচনো কৰা হয়। CPEH ৰ লগত বিভিন্ন চৰকাৰী আঁচনিৰ সুবিধাও উপলব্ধ।: [1169, 337, 1457, 402]
- ad-clinic-dept-1: PEDIATRICS OPD: [1219, 673, 1407, 699]
- para: ৰাজ্যৰ বিভিন্ন প্ৰান্তত দলীয় কৰ্মী-সমৰ্থকসকলৰ মাজত উৎসাহ-উদ্দীপনা পৰিলক্ষিত হৈছে। নতুনকৈ যোগদান কৰা নেতা-কৰ্মীসকলক দলৰ বিভিন্ন দায়িত্ব প্ৰদান কৰা হৈছে। জিলা পৰ্যায়ত সভাপতিসকলে নিজ নিজ এলেকাত সংগঠন সবল কৰাৰ বাবে নিৰ্দেশ লাভ কৰিছে। আগন্তুক দিনবোৰত ৰাজ্যৰ প্ৰায় সকলো জিলাতে বিশাল সমাবেশ অনুষ্ঠিত কৰাৰ পৰিকল্পনা কৰা হৈছে বুলিও জানিব পৰা গৈছে।: [300, 1841, 579, 1902]
- column-3: [585, 69, 863, 2443]
- ad-dental-doctor-sub: (ডেণ্টেল চাৰ্জন আৰু অৰ্থোডন্টিষ্ট): [1261, 156, 1365, 165]
- ad-eye-nabh: First NABH Eye Hospital in North-East: [1364, 266, 1457, 284]
- para: বিত্তীয় বৰ্ষটোৰ বাবে নিৰ্ধাৰিত লক্ষ্য পূৰণ কৰাৰ ক্ষেত্ৰত বিভাগটোৱে যথেষ্ট অগ্ৰগতি লাভ কৰিছে। বিভাগীয় সূত্ৰই জনোৱা মতে এতিয়ালৈকে লক্ষ্যৰ প্ৰায় ৭৫ শতাংশ পূৰণ হৈছে। অৱশিষ্ট সময়ছোৱাত বাকী লক্ষ্য পূৰণ কৰা হ'ব বুলি আশা কৰা হৈছে। ইয়াৰ বাবে বিশেষ অভিযান চলোৱা হৈছে।: [307, 672, 578, 720]
- col2-story3-lead: এক সিদ্ধান্ত পৰা: [307, 672, 359, 681]
- masthead-right: [1239, 19, 1472, 45]
- para: বিভিন্ন জিলাত ৰাজহ সংগ্ৰহৰ কাম ত্বৰান্বিত কৰা হৈছে। কৰ ফাঁকি দিয়া প্ৰতিষ্ঠানসমূহৰ বিৰুদ্ধে ব্যৱস্থা গ্ৰহণ কৰা হৈছে। এই সম্পৰ্কে বিভাগীয় আয়ুক্তই এক নিৰ্দেশনা জাৰি কৰিছে। নিৰ্দেশনা অনুসৰি সকলো বিষয়াই নিজ নিজ এলেকাত অভিযান চলাব লাগিব।: [307, 564, 578, 611]
- ad-clinic-days: প্ৰত্যেক সোমবাৰ পৰা শনিবাৰলৈ....: [1170, 651, 1456, 670]
- ad-clinic-doctor-time: (সন্ধিয়া ৫ বজাৰ পৰা): [1275, 744, 1351, 754]
- ad-clinic-dept-3: MEDICINE OPD: [1229, 813, 1397, 839]
- para: উক্ত কাৰ্যসূচীত বিভিন্ন অনুষ্ঠান-প্ৰতিষ্ঠানৰ বিষয়ববীয়াসকল উপস্থিত থাকে। সাংস্কৃতিক শোভাযাত্ৰাই নগৰ পৰিক্ৰমা কৰে। শোভাযাত্ৰাত বিভিন্ন বিদ্যালয়ৰ ছাত্ৰ-ছাত্ৰীয়ে অংশগ্ৰহণ কৰে। সন্ধিয়া বন্তি প্ৰজ্বলন কাৰ্যসূচী ৰূপায়ণ কৰা হয়। সমগ্ৰ কাৰ্যসূচীটি সুচাৰুৰূপে পৰিচালনা কৰে উদযাপন সমিতিয়ে।: [870, 558, 1148, 605]
- col3-story3-lead: এক সিদ্ধান্ত পৰা: [592, 1183, 642, 1193]
- col2-story2-lead: এক সিদ্ধান্ত পৰা: [307, 564, 358, 573]
